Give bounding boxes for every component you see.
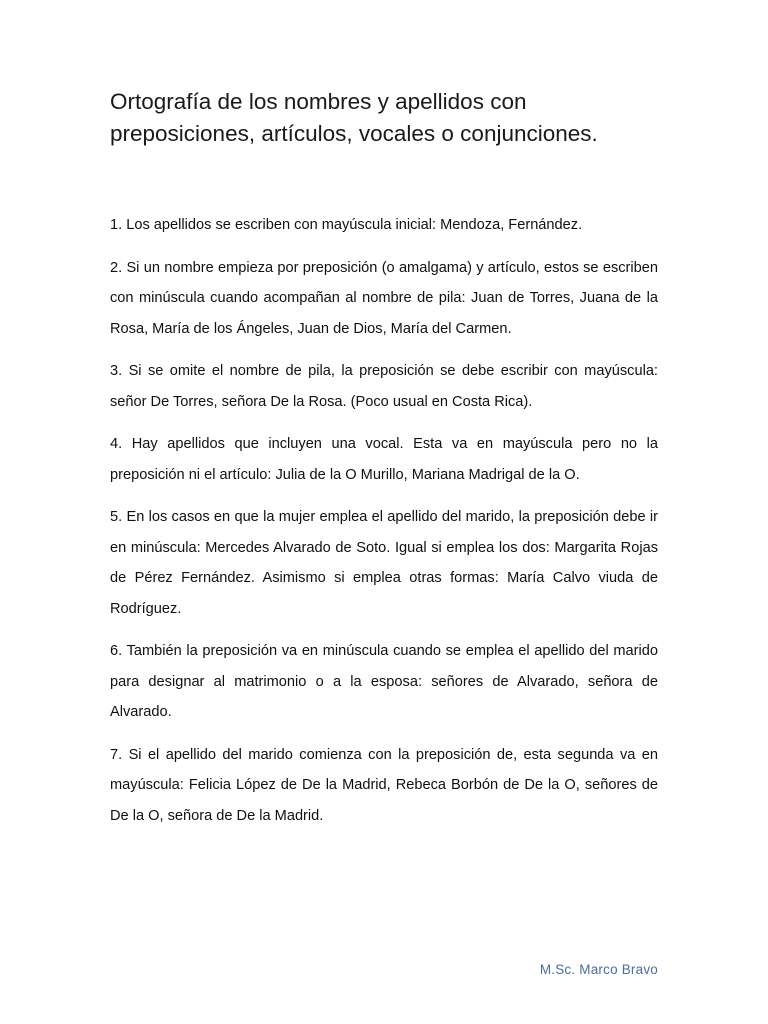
author-footer: M.Sc. Marco Bravo	[539, 962, 658, 977]
paragraph-6: 6. También la preposición va en minúscula cuando se emplea el apellido del marido para designar al matrimonio o a la esposa: señores de Alvarado, señora de Alvarado.	[110, 643, 658, 720]
paragraph-7: 7. Si el apellido del marido comienza con la preposición de, esta segunda va en mayúscula: Felicia López de De la Madrid, Rebeca Borbón de De la O, señores de De la O, señora de De la Madrid.	[110, 746, 658, 824]
paragraph-2: 2. Si un nombre empieza por preposición (o amalgama) y artículo, estos se escriben con minúscula cuando acompañan al nombre de pila: Juan de Torres, Juana de la Rosa, María de los Ángeles, Juan de Dios, María del Carmen.	[110, 259, 658, 337]
paragraph-4: 4. Hay apellidos que incluyen una vocal. Esta va en mayúscula pero no la preposición ni el artículo: Julia de la O Murillo, Mariana Madrigal de la O.	[110, 436, 658, 483]
document-title: Ortografía de los nombres y apellidos con preposiciones, artículos, vocales o conjunciones.	[110, 89, 598, 146]
paragraph-1: 1. Los apellidos se escriben con mayúscula inicial: Mendoza, Fernández.	[110, 217, 583, 233]
paragraph-5: 5. En los casos en que la mujer emplea el apellido del marido, la preposición debe ir en minúscula: Mercedes Alvarado de Soto. Igual si emplea los dos: Margarita Rojas de Pérez Fernández. Asimismo si emplea otras formas: María Calvo viuda de Rodríguez.	[110, 509, 658, 617]
paragraph-3: 3. Si se omite el nombre de pila, la preposición se debe escribir con mayúscula: señor De Torres, señora De la Rosa. (Poco usual en Costa Rica).	[110, 363, 658, 410]
